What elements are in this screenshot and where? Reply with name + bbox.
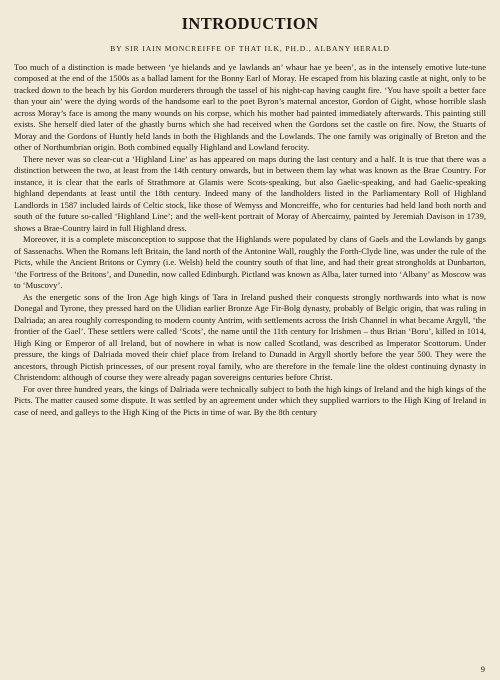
author-byline: BY SIR IAIN MONCREIFFE OF THAT ILK, PH.D., ALBANY HERALD [110, 44, 390, 53]
paragraph-3: Moreover, it is a complete misconception to suppose that the Highlands were populated by clans of Gaels and the Lowlands by gangs of Sassenachs. When the Romans left Britain, the land north of the Antonine Wall, roughly the Forth-Clyde line, was under the rule of the Picts, while the Ancient Britons or Cymry (i.e. Welsh) held the country south of that line, and had their great strongholds at Dunbarton, ‘the Fortress of the Britons’, and Dunedin, now called Edinburgh. Pictland was known as Alba, later turned into ‘Albany’ as Moscow was to ‘Muscovy’. [14, 234, 486, 291]
paragraph-5: For over three hundred years, the kings of Dalriada were technically subject to both the high kings of Ireland and the high kings of the Picts. The matter caused some dispute. It was settled by an agreement under which they supplied warriors to the High King of Ireland in case of need, and galleys to the High King of the Picts in time of war. By the 8th century [14, 383, 486, 417]
paragraph-2: There never was so clear-cut a ‘Highland Line’ as has appeared on maps during the last century and a half. It is true that there was a distinction between the two, at least from the 14th century onwards, but in between them lay what was known as the Brae Country. For instance, it is clear that the earls of Strathmore at Glamis were Scots-speaking, but also Gaelic-speaking, and had Gaelic-speaking highland dependants at least until the 18th century. Indeed many of the landholders listed in the Parliamentary Roll of Highland Landlords in 1587 included lairds of Celtic stock, like those of Wemyss and Moncreiffe, who for centuries had held land both north and south of the future so-called ‘Highland Line’; and the well-kent portrait of Moray of Abercairny, painted by Jeremiah Davison in 1739, shows a Brae-Country laird in full Highland dress. [14, 153, 486, 233]
paragraph-4: As the energetic sons of the Iron Age high kings of Tara in Ireland pushed their conquests strongly northwards into what is now Donegal and Tyrone, they pressed hard on the Ulidian earlier Bronze Age Fir-Bolg dynasty, probably of Belgic origin, that was ruling in Dalriada; an area roughly corresponding to modern county Antrim, with settlements across the Irish Channel in what became Argyll, ‘the frontier of the Gael’. These settlers were called ‘Scots’, the name until the 11th century for Irishmen – thus Brian ‘Boru’, killed in 1014, High King or Emperor of all Ireland, but of nowhere in what is now called Scotland, was described as Imperator Scottorum. Under pressure, the kings of Dalriada moved their chief place from Ireland to Dunadd in Argyll shortly before the year 500. They were the ancestors, through Pictish princesses, of our present royal family, who are therefore in the female line the oldest continuing dynasty in Christendom: although of course they were already pagan sovereigns centuries before Christ. [14, 291, 486, 383]
paragraph-1: Too much of a distinction is made between ‘ye hielands and ye lawlands an’ whaur hae ye been’, as in the intensely emotive lute-tune composed at the end of the 1500s as a ballad lament for the Bonny Earl of Moray. He escaped from his blazing castle at night, only to be tracked down to the beach by his Gordon murderers through the tassel of his night-cap having caught fire. ‘You have spoilt a better face than your ain’ were the dying words of the handsome earl to the poet Byron’s maternal ancestor, Gordon of Gight, whose horrible slash across Moray’s face is among the many wounds on his corpse, which his mother had painted immediately afterwards. This painting still exists. She herself died later of the ghastly burns which she had received when the Gordons set the castle on fire. Now, the Stuarts of Moray and the Gordons of Huntly held lands in both the Highlands and the Lowlands. The one family was originally of Breton and the other of Northumbrian origin. Both combined equally Highland and Lowland ferocity. [14, 62, 486, 153]
page-number: 9 [480, 664, 485, 674]
page-title: INTRODUCTION [181, 14, 319, 33]
body-text [14, 62, 486, 418]
